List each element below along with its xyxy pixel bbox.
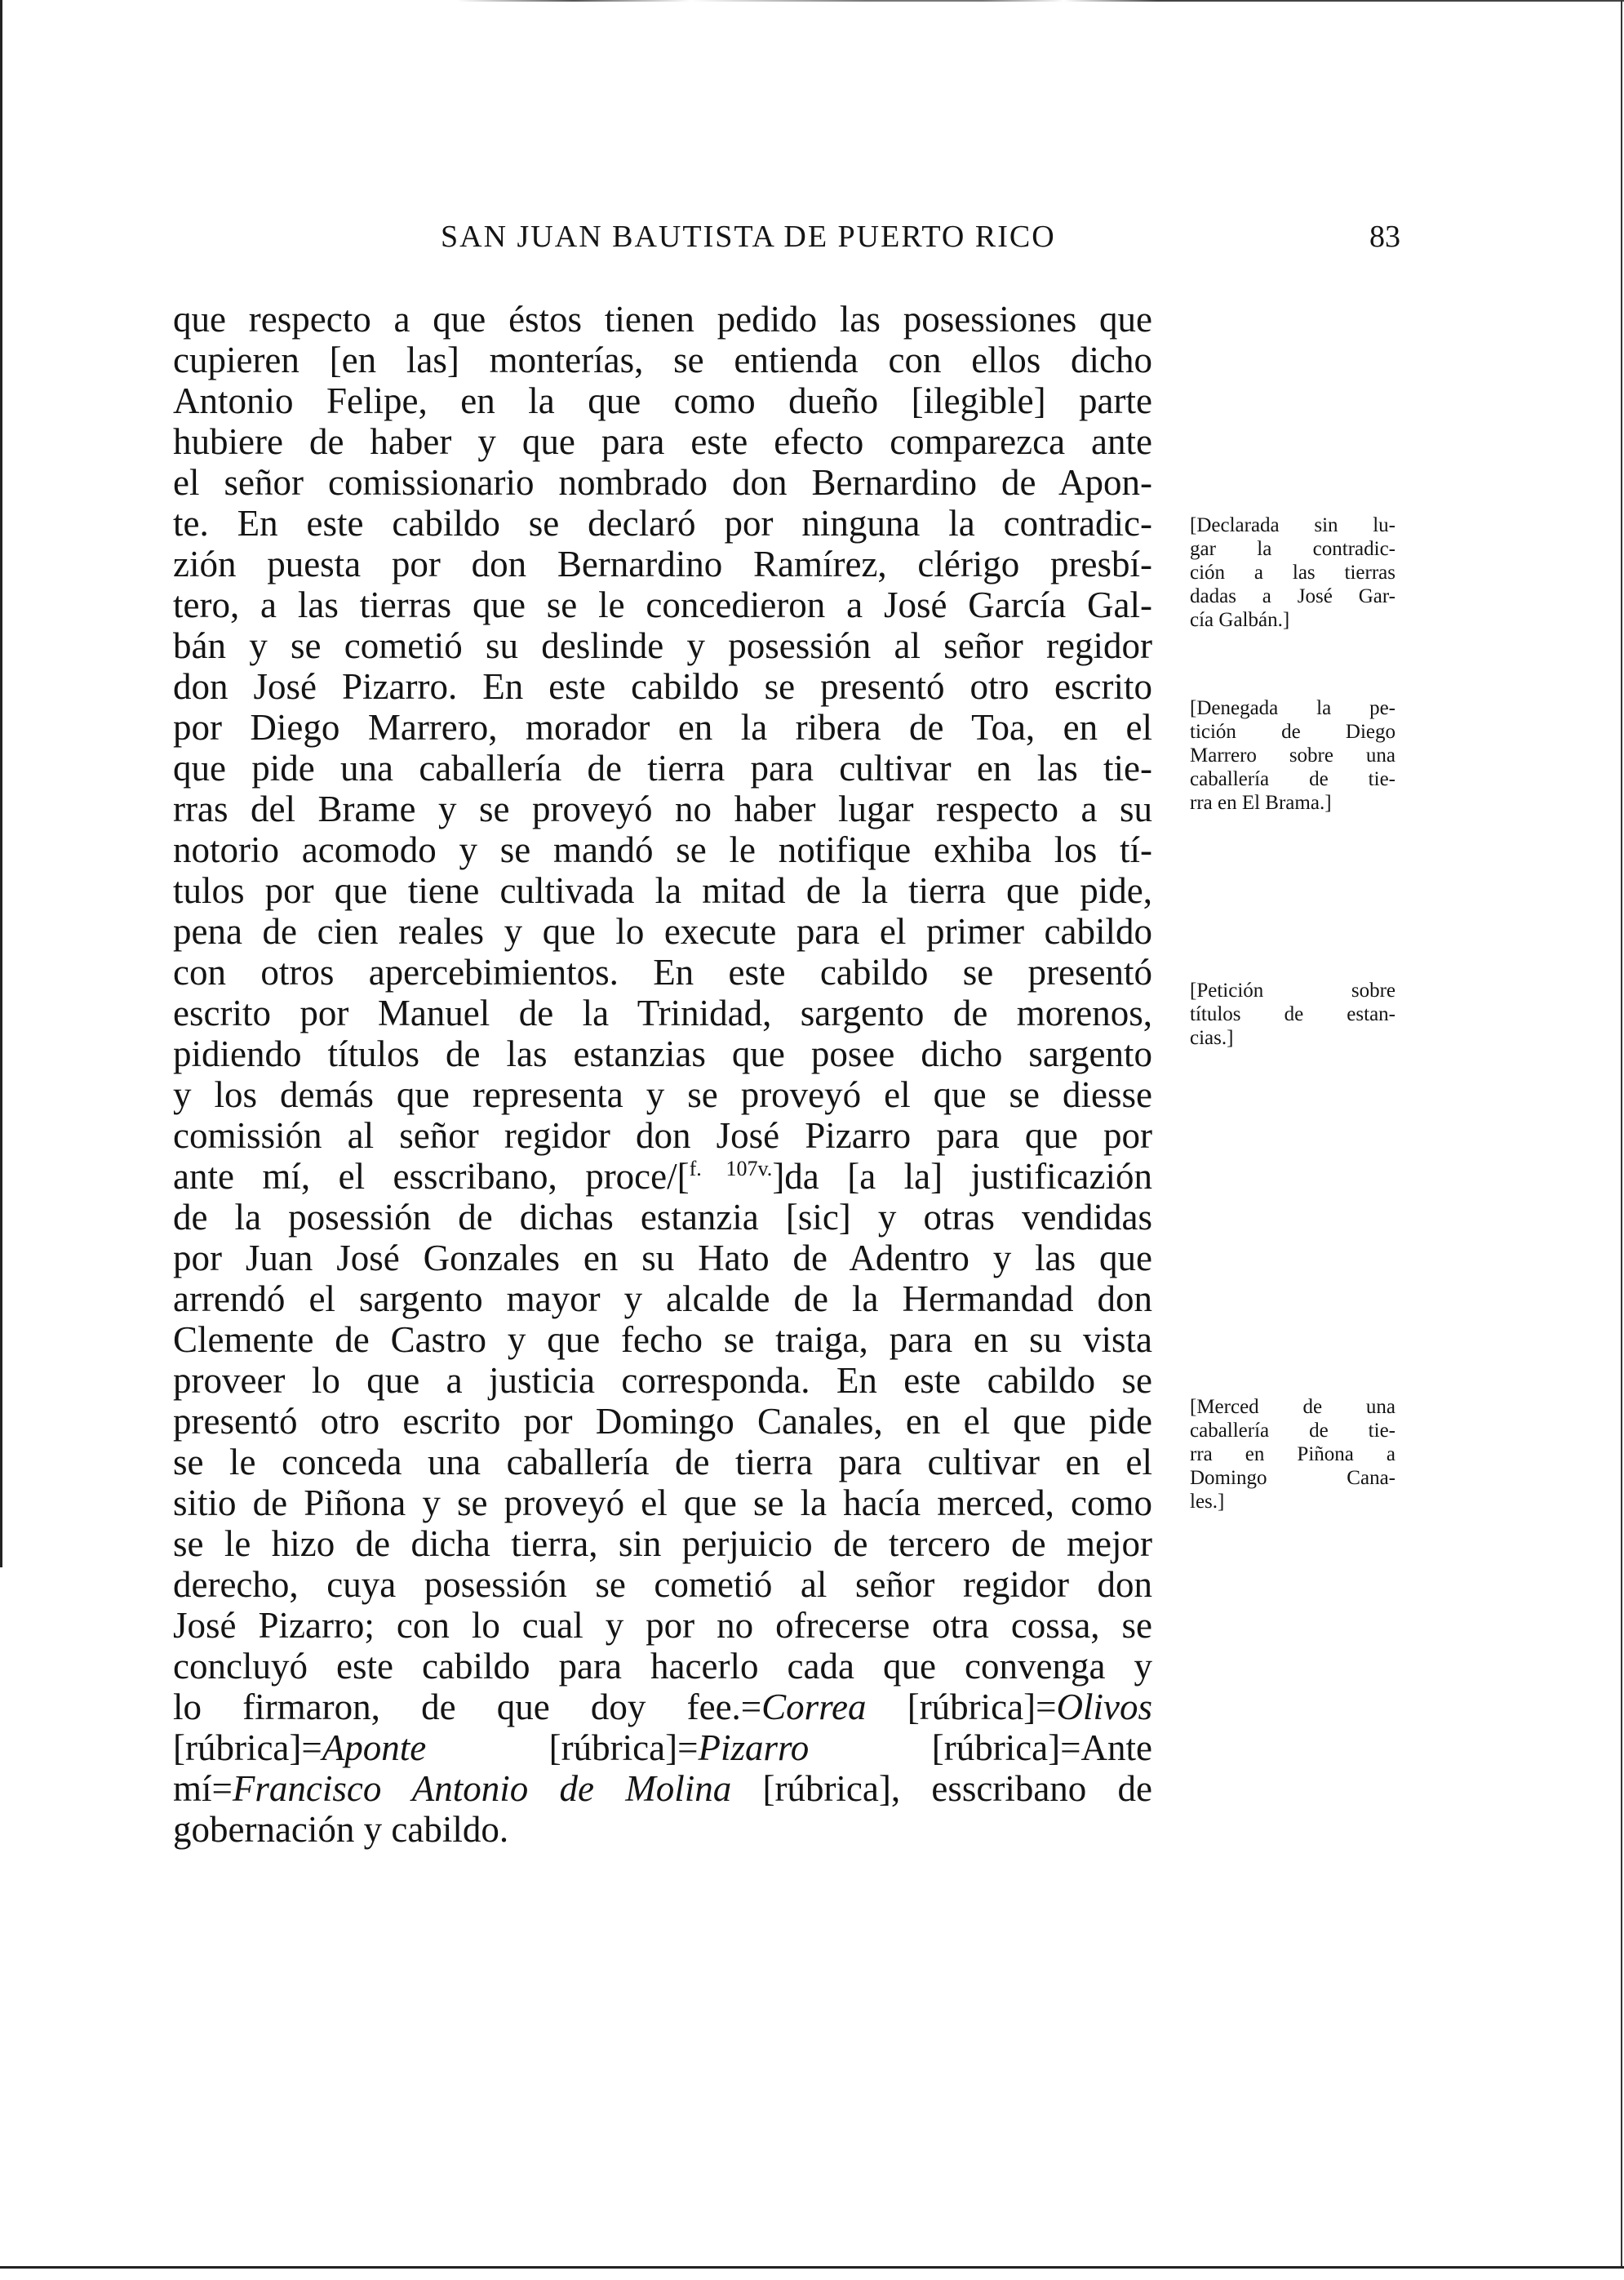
margin-note-line: ción a las tierras <box>1190 562 1395 584</box>
text-line: tero, a las tierras que se le concedieron a José García Gal- <box>173 584 1152 625</box>
margin-note-line: gar la contradic- <box>1190 538 1395 560</box>
signature-line <box>173 1768 1152 1809</box>
scan-right-edge <box>1621 0 1622 2266</box>
margin-note-line: cias.] <box>1190 1027 1234 1049</box>
margin-note-line: Marrero sobre una <box>1190 744 1395 767</box>
text-line: concluyó este cabildo para hacerlo cada que convenga y <box>173 1646 1152 1687</box>
margin-note <box>1190 513 1395 632</box>
text-line: cupieren [en las] monterías, se entienda con ellos dicho <box>173 340 1152 380</box>
text-line: comissión al señor regidor don José Pizarro para que por <box>173 1115 1152 1156</box>
text-line: gobernación y cabildo. <box>173 1809 509 1850</box>
scan-top-edge <box>457 0 1624 2</box>
text-line: que respecto a que éstos tienen pedido las posessiones que <box>173 299 1152 340</box>
text-line: zión puesta por don Bernardino Ramírez, clérigo presbí- <box>173 544 1152 584</box>
text-line: derecho, cuya posessión se cometió al señor regidor don <box>173 1564 1152 1605</box>
margin-note-line: [Denegada la pe- <box>1190 697 1395 719</box>
margin-note-line: [Petición sobre <box>1190 980 1395 1002</box>
margin-note-line: caballería de tie- <box>1190 1420 1395 1442</box>
text-line: rras del Brame y se proveyó no haber lugar respecto a su <box>173 789 1152 829</box>
signatory-name: Aponte <box>322 1727 427 1768</box>
text-line: Antonio Felipe, en la que como dueño [ilegible] parte <box>173 380 1152 421</box>
running-head: SAN JUAN BAUTISTA DE PUERTO RICO <box>441 220 1056 254</box>
signatory-name: Olivos <box>1056 1687 1152 1727</box>
margin-note-line: dadas a José Gar- <box>1190 585 1395 607</box>
text-fragment: [rúbrica]= <box>173 1727 322 1768</box>
text-line-folio <box>173 1156 1152 1197</box>
text-line: Clemente de Castro y que fecho se traiga, para en su vista <box>173 1319 1152 1360</box>
text-fragment: mí= <box>173 1768 233 1809</box>
scan-bottom-edge <box>0 2266 1624 2269</box>
text-fragment: [rúbrica]= <box>866 1687 1057 1727</box>
signature-line <box>173 1727 1152 1768</box>
text-line: José Pizarro; con lo cual y por no ofrecerse otra cossa, se <box>173 1605 1152 1646</box>
text-fragment: lo firmaron, de que doy fee.= <box>173 1687 762 1727</box>
signatory-name: Correa <box>761 1687 867 1727</box>
signatory-name: Pizarro <box>698 1727 810 1768</box>
margin-note-line: cía Galbán.] <box>1190 609 1290 631</box>
main-text <box>173 299 1152 1850</box>
margin-note <box>1190 696 1395 815</box>
text-line: hubiere de haber y que para este efecto comparezca ante <box>173 421 1152 462</box>
scan-left-edge <box>0 0 2 1567</box>
text-line: y los demás que representa y se proveyó el que se diesse <box>173 1074 1152 1115</box>
page-number: 83 <box>1369 220 1400 254</box>
margin-note-line: tición de Diego <box>1190 721 1395 743</box>
text-line: arrendó el sargento mayor y alcalde de la Hermandad don <box>173 1278 1152 1319</box>
text-fragment: ]da [a la] justificazión <box>772 1156 1152 1197</box>
margin-note <box>1190 979 1395 1050</box>
text-line: el señor comissionario nombrado don Bernardino de Apon- <box>173 462 1152 503</box>
text-fragment: [rúbrica]=Ante <box>809 1727 1152 1768</box>
text-line: pidiendo títulos de las estanzias que posee dicho sargento <box>173 1033 1152 1074</box>
text-line: por Juan José Gonzales en su Hato de Adentro y las que <box>173 1238 1152 1278</box>
text-fragment: ante mí, el esscribano, proce/[ <box>173 1156 690 1197</box>
text-line: con otros apercebimientos. En este cabildo se presentó <box>173 952 1152 993</box>
text-line: bán y se cometió su deslinde y posessión al señor regidor <box>173 625 1152 666</box>
text-line: notorio acomodo y se mandó se le notifique exhiba los tí- <box>173 829 1152 870</box>
text-fragment: [rúbrica]= <box>426 1727 699 1768</box>
text-line: don José Pizarro. En este cabildo se presentó otro escrito <box>173 666 1152 707</box>
signatory-name: Francisco Antonio de Molina <box>232 1768 732 1809</box>
margin-note-line: caballería de tie- <box>1190 768 1395 790</box>
margin-note-line: [Merced de una <box>1190 1396 1395 1418</box>
margin-note-line: títulos de estan- <box>1190 1003 1395 1025</box>
margin-note-line: rra en El Brama.] <box>1190 792 1332 814</box>
margin-note <box>1190 1395 1395 1513</box>
margin-note-line: Domingo Cana- <box>1190 1467 1395 1489</box>
margin-note-line: rra en Piñona a <box>1190 1443 1395 1465</box>
text-line: tulos por que tiene cultivada la mitad de la tierra que pide, <box>173 870 1152 911</box>
text-line: se le hizo de dicha tierra, sin perjuicio de tercero de mejor <box>173 1523 1152 1564</box>
folio-reference: f. 107v. <box>689 1157 773 1180</box>
text-line: escrito por Manuel de la Trinidad, sargento de morenos, <box>173 993 1152 1033</box>
text-line: pena de cien reales y que lo execute para el primer cabildo <box>173 911 1152 952</box>
text-line: se le conceda una caballería de tierra para cultivar en el <box>173 1442 1152 1482</box>
text-line: de la posessión de dichas estanzia [sic] y otras vendidas <box>173 1197 1152 1238</box>
text-line: presentó otro escrito por Domingo Canales, en el que pide <box>173 1401 1152 1442</box>
margin-note-line: [Declarada sin lu- <box>1190 514 1395 536</box>
margin-note-line: les.] <box>1190 1491 1225 1513</box>
signature-line <box>173 1687 1152 1727</box>
text-line: te. En este cabildo se declaró por ninguna la contradic- <box>173 503 1152 544</box>
text-fragment: [rúbrica], esscribano de <box>731 1768 1153 1809</box>
text-line: proveer lo que a justicia corresponda. En este cabildo se <box>173 1360 1152 1401</box>
text-line: sitio de Piñona y se proveyó el que se la hacía merced, como <box>173 1482 1152 1523</box>
text-line: por Diego Marrero, morador en la ribera de Toa, en el <box>173 707 1152 748</box>
text-line: que pide una caballería de tierra para cultivar en las tie- <box>173 748 1152 789</box>
